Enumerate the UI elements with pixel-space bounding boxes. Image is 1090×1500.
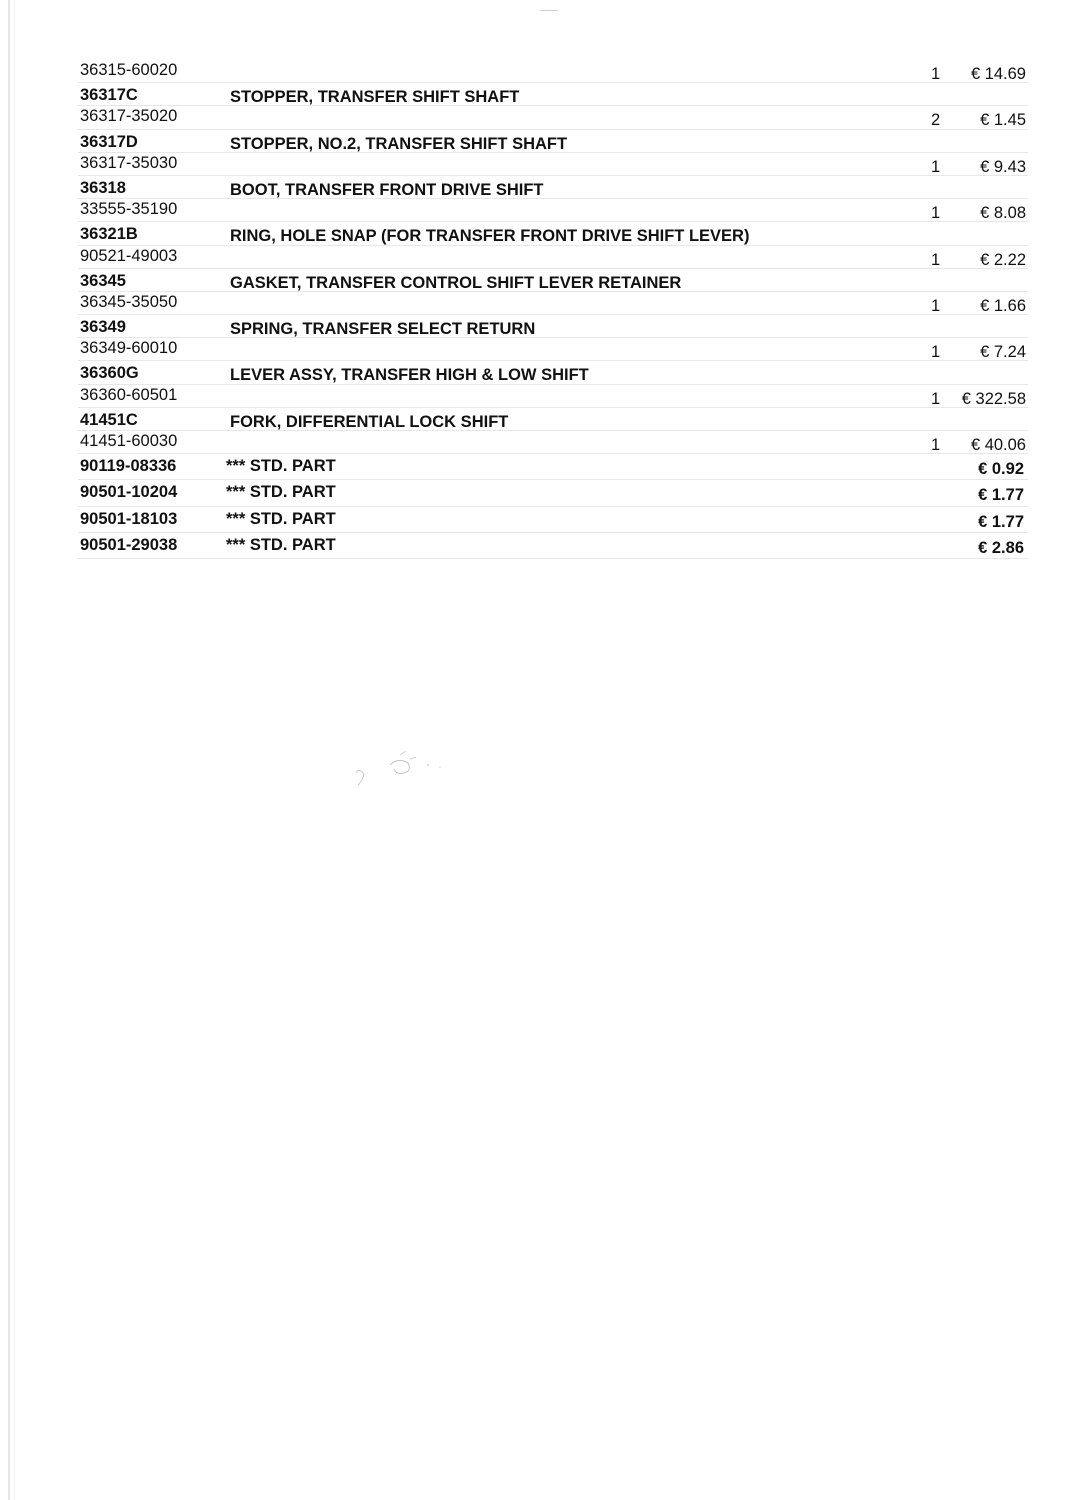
standard-part-row: [78, 507, 1028, 533]
part-number: 36360-60501: [80, 385, 178, 404]
part-description: GASKET, TRANSFER CONTROL SHIFT LEVER RETAINER: [230, 273, 682, 292]
price: € 2.86: [978, 539, 1024, 558]
quantity: 2: [931, 111, 941, 130]
part-description: *** STD. PART: [226, 457, 336, 476]
quantity: 1: [931, 65, 941, 83]
part-description: RING, HOLE SNAP (FOR TRANSFER FRONT DRIVE SHIFT LEVER): [230, 227, 750, 246]
quantity: 1: [931, 389, 941, 408]
quantity: 1: [931, 204, 941, 223]
reference-code: 41451C: [80, 410, 138, 429]
scan-edge: [8, 0, 10, 1500]
reference-code: 36317D: [80, 132, 138, 151]
part-number-row: [78, 385, 1028, 408]
part-description: SPRING, TRANSFER SELECT RETURN: [230, 320, 536, 339]
price: € 7.24: [980, 343, 1026, 362]
part-number: 41451-60030: [80, 432, 178, 450]
reference-row: [78, 269, 1028, 292]
part-number: 90501-29038: [80, 536, 178, 555]
price: € 14.69: [970, 65, 1026, 83]
part-number: 90119-08336: [80, 457, 177, 476]
part-number: 36345-35050: [80, 292, 178, 311]
part-description: FORK, DIFFERENTIAL LOCK SHIFT: [230, 412, 509, 431]
part-number-row: [78, 431, 1028, 454]
quantity: 1: [931, 157, 941, 176]
price: € 8.08: [980, 204, 1026, 223]
price: € 2.22: [980, 250, 1026, 269]
reference-code: 36317C: [80, 86, 138, 105]
part-number-row: [78, 60, 1028, 83]
quantity: 1: [931, 436, 941, 454]
reference-row: [78, 361, 1028, 384]
part-number: 36349-60010: [80, 339, 178, 358]
part-number: 36317-35030: [80, 153, 178, 172]
price: € 1.77: [978, 486, 1024, 505]
reference-row: [78, 408, 1028, 431]
part-description: *** STD. PART: [226, 483, 336, 502]
part-description: STOPPER, TRANSFER SHIFT SHAFT: [230, 88, 520, 107]
quantity: 1: [931, 296, 941, 315]
reference-row: [78, 130, 1028, 153]
part-number-row: [78, 106, 1028, 129]
reference-code: 36360G: [80, 364, 139, 383]
part-number: 90501-18103: [80, 509, 178, 528]
part-number-row: [78, 153, 1028, 176]
part-number-row: [78, 292, 1028, 315]
part-number: 90501-10204: [80, 483, 178, 502]
reference-code: 36318: [80, 178, 126, 197]
quantity: 1: [931, 250, 941, 269]
part-description: STOPPER, NO.2, TRANSFER SHIFT SHAFT: [230, 134, 568, 153]
price: € 322.58: [961, 389, 1026, 408]
reference-code: 36345: [80, 271, 126, 290]
reference-code: 36349: [80, 318, 126, 337]
price: € 40.06: [970, 436, 1026, 454]
part-description: *** STD. PART: [226, 536, 336, 555]
reference-row: [78, 222, 1028, 245]
scan-smudge: [350, 745, 450, 790]
reference-row: [78, 83, 1028, 106]
scan-mark: [540, 10, 558, 11]
standard-part-row: [78, 480, 1028, 506]
part-description: LEVER ASSY, TRANSFER HIGH & LOW SHIFT: [230, 366, 589, 385]
price: € 0.92: [978, 460, 1024, 479]
part-number: 36317-35020: [80, 107, 178, 126]
part-number: 33555-35190: [80, 200, 178, 219]
reference-row: [78, 315, 1028, 338]
price: € 9.43: [980, 157, 1026, 176]
part-description: BOOT, TRANSFER FRONT DRIVE SHIFT: [230, 180, 544, 199]
part-number: 90521-49003: [80, 246, 178, 265]
reference-row: [78, 176, 1028, 199]
part-number-row: [78, 199, 1028, 222]
part-number-row: [78, 338, 1028, 361]
part-number: 36315-60020: [80, 61, 178, 79]
price: € 1.45: [980, 111, 1026, 130]
price: € 1.77: [978, 512, 1024, 531]
part-description: *** STD. PART: [226, 509, 336, 528]
parts-list: [78, 60, 1028, 559]
scan-edge-faint: [14, 0, 15, 1500]
reference-code: 36321B: [80, 225, 138, 244]
quantity: 1: [931, 343, 941, 362]
part-number-row: [78, 246, 1028, 269]
standard-part-row: [78, 533, 1028, 559]
standard-part-row: [78, 454, 1028, 480]
price: € 1.66: [980, 296, 1026, 315]
